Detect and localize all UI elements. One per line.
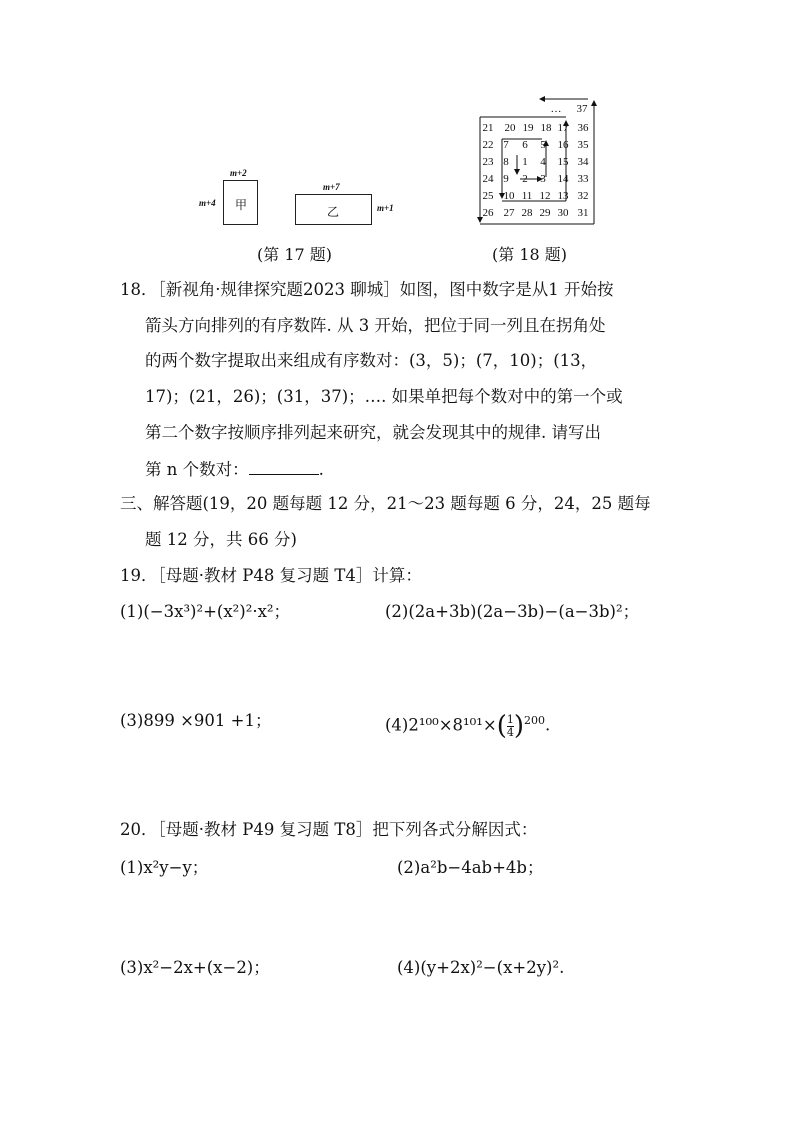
- box-b: [295, 194, 372, 225]
- grid-cell: 9: [503, 173, 509, 185]
- grid-cell: 20: [504, 122, 516, 134]
- q20-part-3: (3)x²−2x+(x−2)；: [120, 958, 270, 977]
- fig18-caption: (第 18 题): [492, 245, 568, 264]
- grid-cell: 30: [557, 207, 569, 219]
- grid-cell: 8: [503, 156, 509, 168]
- top-row-dots: …: [550, 103, 562, 115]
- grid-cell: 17: [557, 122, 569, 134]
- grid-cell: 29: [539, 207, 551, 219]
- grid-cell: 33: [577, 173, 589, 185]
- box-a-text: 甲: [235, 198, 248, 212]
- q19-part-4: (4)2¹⁰⁰×8¹⁰¹×( $\frac{1}{4}$ )$^{200}$.: [385, 711, 551, 741]
- fig17-caption: (第 17 题): [257, 245, 333, 264]
- grid-cell: 21: [482, 122, 494, 134]
- section-3-line-2: 题 12 分，共 66 分): [145, 530, 297, 549]
- q19-part-4-suffix: .: [545, 715, 551, 735]
- grid-cell: 11: [521, 190, 533, 202]
- q18-line-6: [145, 460, 324, 478]
- grid-cell: 27: [503, 207, 515, 219]
- grid-cell: 15: [557, 156, 569, 168]
- q19-part-4-exponent: 200: [524, 714, 546, 727]
- q19-part-2: (2)(2a+3b)(2a−3b)−(a−3b)²；: [385, 602, 640, 621]
- q18-answer-suffix: .: [318, 460, 324, 479]
- q19-part-1: (1)(−3x³)²+(x²)²·x²；: [120, 602, 291, 621]
- fraction-denominator: 4: [506, 725, 514, 739]
- grid-cell: 34: [577, 156, 589, 168]
- q18-line-1: 18．［新视角·规律探究题2023 聊城］如图，图中数字是从1 开始按: [120, 280, 614, 299]
- box-a: [223, 180, 258, 225]
- grid-cell: 16: [557, 139, 569, 151]
- grid-cell: 35: [577, 139, 589, 151]
- q18-answer-prefix: 第 n 个数对：: [145, 460, 249, 479]
- q18-line-5: 第二个数字按顺序排列起来研究，就会发现其中的规律. 请写出: [145, 423, 601, 442]
- grid-cell: 14: [557, 173, 569, 185]
- grid-cell: 25: [482, 190, 494, 202]
- grid-cell: 6: [522, 139, 528, 151]
- top-row-37: 37: [576, 103, 588, 115]
- grid-cell: 13: [557, 190, 569, 202]
- q20-part-4: (4)(y+2x)²−(x+2y)².: [397, 958, 565, 977]
- q18-line-4: 17)；(21，26)；(31，37)；…. 如果单把每个数对中的第一个或: [145, 387, 623, 406]
- grid-cell: 2: [522, 173, 528, 185]
- q20-title: 20．［母题·教材 P49 复习题 T8］把下列各式分解因式：: [120, 820, 538, 839]
- q19-part-4-fraction: [507, 714, 514, 739]
- q19-part-3: (3)899 ×901 +1；: [120, 711, 272, 730]
- q18-line-2: 箭头方向排列的有序数阵. 从 3 开始，把位于同一列且在拐角处: [145, 316, 606, 335]
- grid-cell: 7: [503, 139, 509, 151]
- grid-cell: 23: [482, 156, 494, 168]
- q19-title: 19．［母题·教材 P48 复习题 T4］计算：: [120, 566, 422, 585]
- grid-cell: 28: [521, 207, 533, 219]
- q18-line-3: 的两个数字提取出来组成有序数对：(3，5)；(7，10)；(13，: [145, 351, 598, 370]
- grid-cell: 36: [577, 122, 589, 134]
- grid-cell: 19: [522, 122, 534, 134]
- q20-part-2: (2)a²b−4ab+4b；: [397, 858, 544, 877]
- box-b-top-label: m+7: [323, 182, 340, 192]
- grid-cell: 24: [482, 173, 494, 185]
- fraction-numerator: 1: [506, 712, 514, 726]
- q19-part-4-prefix: (4)2¹⁰⁰×8¹⁰¹×: [385, 715, 497, 735]
- section-3-line-1: 三、解答题(19，20 题每题 12 分，21～23 题每题 6 分，24，25 题每: [120, 494, 651, 513]
- box-b-text: 乙: [327, 205, 340, 219]
- grid-cell: 4: [540, 156, 546, 168]
- grid-cell: 32: [577, 190, 589, 202]
- grid-cell: 1: [522, 156, 528, 168]
- box-a-top-label: m+2: [230, 168, 247, 178]
- q18-answer-blank[interactable]: [249, 460, 319, 475]
- box-b-right-label: m+1: [377, 203, 394, 213]
- grid-cell: 22: [482, 139, 494, 151]
- grid-cell: 26: [482, 207, 494, 219]
- grid-cell: 5: [540, 139, 546, 151]
- grid-cell: 12: [539, 190, 551, 202]
- box-a-left-label: m+4: [199, 198, 216, 208]
- grid-cell: 10: [503, 190, 515, 202]
- grid-cell: 31: [577, 207, 589, 219]
- grid-cell: 3: [540, 173, 546, 185]
- q20-part-1: (1)x²y−y；: [120, 858, 209, 877]
- grid-cell: 18: [540, 122, 552, 134]
